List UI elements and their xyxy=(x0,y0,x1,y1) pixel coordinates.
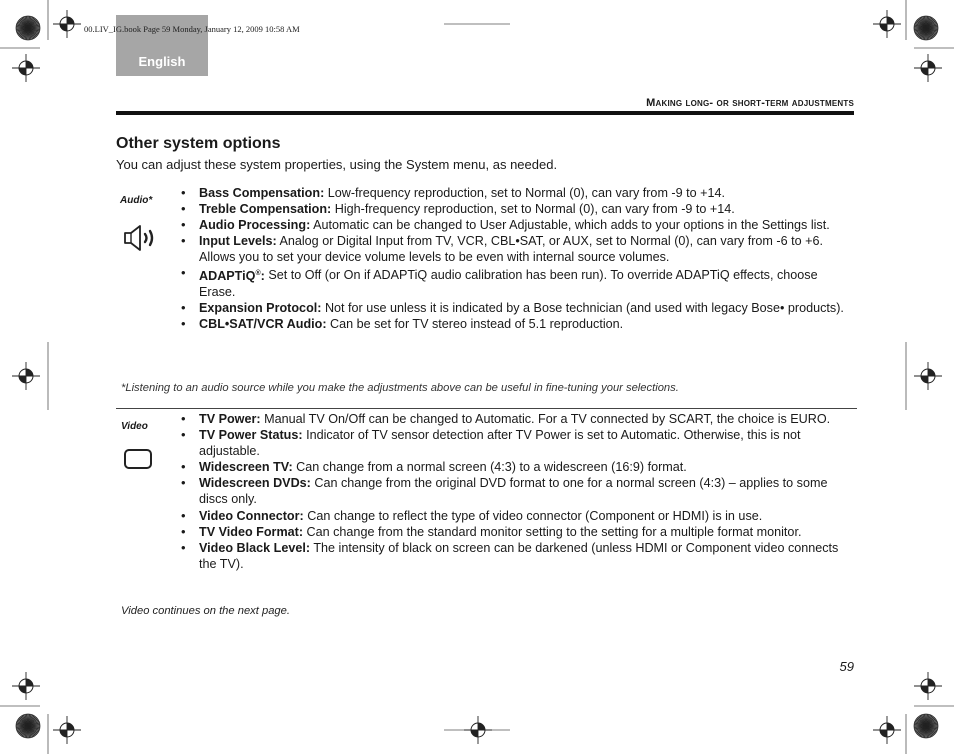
print-info: 00.LIV_IG.book Page 59 Monday, January 12, 2009 10:58 AM xyxy=(84,24,300,34)
audio-option-item xyxy=(179,201,854,217)
language-tab-label: English xyxy=(138,54,186,69)
audio-option-description: Analog or Digital Input from TV, VCR, CBL•SAT, or AUX, set to Normal (0), can vary from -6 to +6. Allows you to set your device volume levels to be even with internal source volumes. xyxy=(199,234,823,265)
registration-crosshair xyxy=(873,716,901,744)
video-option-description: Can change to reflect the type of video connector (Component or HDMI) is in use. xyxy=(303,508,763,523)
registration-starburst xyxy=(912,712,940,740)
video-option-term: TV Power: xyxy=(199,412,261,426)
registration-crosshair xyxy=(53,716,81,744)
video-continues-note: Video continues on the next page. xyxy=(121,605,290,617)
audio-option-term: ADAPTiQ®: xyxy=(199,268,265,283)
audio-option-description: Set to Off (or On if ADAPTiQ audio calibration has been run). To override ADAPTiQ effects, choose Erase. xyxy=(199,268,818,299)
video-option-term: Widescreen DVDs: xyxy=(199,476,311,491)
audio-options-list xyxy=(179,185,854,332)
header-rule xyxy=(116,111,854,115)
audio-option-description: Low-frequency reproduction, set to Normal (0), can vary from -9 to +14. xyxy=(324,186,725,200)
registration-starburst xyxy=(912,14,940,42)
registration-starburst xyxy=(14,14,42,42)
audio-option-term: Expansion Protocol: xyxy=(199,300,322,315)
audio-option-item xyxy=(179,300,854,316)
registration-starburst xyxy=(14,712,42,740)
speaker-icon xyxy=(122,223,158,253)
audio-option-item xyxy=(179,265,854,299)
running-head: Making long- or short-term adjustments xyxy=(646,97,854,109)
registration-crosshair xyxy=(53,10,81,38)
audio-option-description: Automatic can be changed to User Adjustable, which adds to your options in the Settings list. xyxy=(310,218,830,233)
video-options-list xyxy=(179,411,854,572)
video-option-item xyxy=(179,411,854,427)
term-suffix: : xyxy=(260,268,265,283)
audio-option-item xyxy=(179,233,854,265)
video-option-item xyxy=(179,475,854,507)
video-option-item xyxy=(179,540,854,572)
page-number: 59 xyxy=(839,659,854,674)
video-option-description: The intensity of black on screen can be darkened (unless HDMI or Component video connects the TV). xyxy=(199,540,839,571)
audio-option-term: Bass Compensation: xyxy=(199,186,325,200)
video-option-term: Video Black Level: xyxy=(199,540,311,555)
video-option-description: Can change from a normal screen (4:3) to a widescreen (16:9) format. xyxy=(292,460,687,475)
video-option-item xyxy=(179,508,854,524)
video-option-description: Manual TV On/Off can be changed to Automatic. For a TV connected by SCART, the choice is EURO. xyxy=(260,412,831,426)
section-title: Other system options xyxy=(116,135,281,152)
audio-option-description: High-frequency reproduction, set to Normal (0), can vary from -9 to +14. xyxy=(331,202,735,217)
audio-option-item xyxy=(179,185,854,201)
registered-mark: ® xyxy=(255,269,261,277)
video-option-item xyxy=(179,524,854,540)
audio-option-term: Treble Compensation: xyxy=(199,202,332,217)
registration-crosshair xyxy=(12,362,40,390)
registration-crosshair xyxy=(914,362,942,390)
audio-option-item xyxy=(179,316,854,332)
registration-crosshair xyxy=(12,54,40,82)
audio-option-item xyxy=(179,217,854,233)
video-option-term: TV Power Status: xyxy=(199,428,303,443)
registration-crosshair xyxy=(464,716,492,744)
section-divider xyxy=(116,408,857,409)
registration-crosshair xyxy=(873,10,901,38)
video-option-description: Can change from the original DVD format to one for a normal screen (4:3) – applies to some discs only. xyxy=(199,476,828,507)
video-option-item xyxy=(179,427,854,459)
video-option-item xyxy=(179,459,854,475)
audio-option-term: Audio Processing: xyxy=(199,218,311,233)
audio-label: Audio* xyxy=(120,195,153,206)
video-label: Video xyxy=(121,421,148,432)
video-option-term: Video Connector: xyxy=(199,508,304,523)
audio-option-term: Input Levels: xyxy=(199,234,277,249)
audio-option-description: Not for use unless it is indicated by a Bose technician (and used with legacy Bose• products). xyxy=(321,300,844,315)
audio-option-description: Can be set for TV stereo instead of 5.1 reproduction. xyxy=(326,316,624,331)
video-option-description: Can change from the standard monitor setting to the setting for a multiple format monitor. xyxy=(303,524,802,539)
audio-option-term: CBL•SAT/VCR Audio: xyxy=(199,316,327,331)
registration-crosshair xyxy=(12,672,40,700)
audio-footnote: *Listening to an audio source while you make the adjustments above can be useful in fine-tuning your selections. xyxy=(121,382,679,394)
registration-crosshair xyxy=(914,54,942,82)
video-option-term: Widescreen TV: xyxy=(199,460,293,475)
video-option-description: Indicator of TV sensor detection after TV Power is set to Automatic. Otherwise, this is not adjustable. xyxy=(199,428,801,459)
tv-screen-icon xyxy=(123,447,153,471)
intro-text: You can adjust these system properties, using the System menu, as needed. xyxy=(116,157,558,172)
registration-crosshair xyxy=(914,672,942,700)
video-option-term: TV Video Format: xyxy=(199,524,304,539)
